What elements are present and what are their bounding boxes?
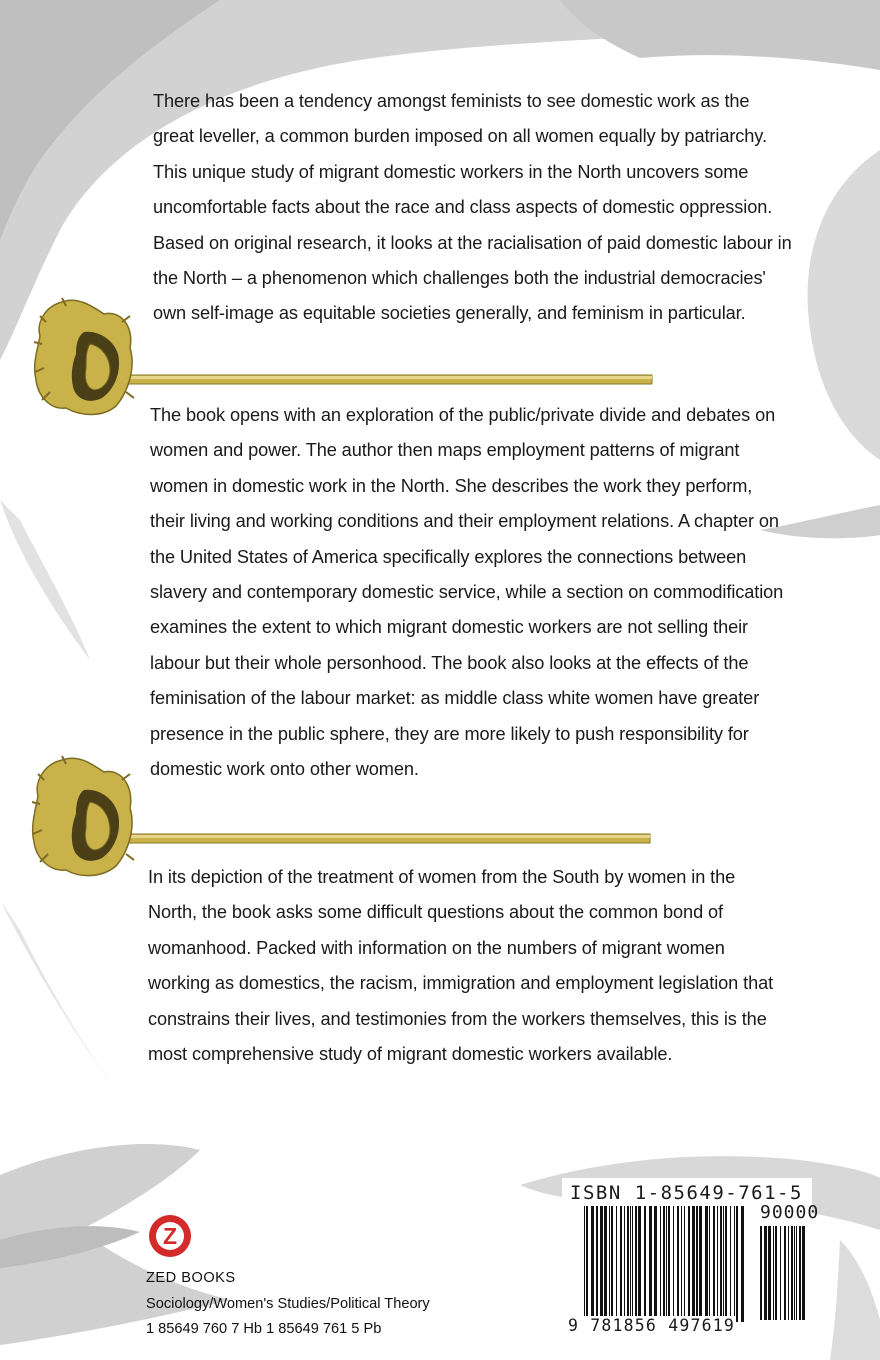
svg-text:Z: Z [162, 1223, 178, 1249]
barcode-bar [768, 1226, 771, 1320]
blurb-paragraph-3: In its depiction of the treatment of women from the South by women in the North, the book asks some difficult questions about the common bond of womanhood. Packed with information on the numbers of migrant women working as domestics, the racism, immigration and employment legislation that constrains their lives, and testimonies from the workers themselves, this is the most comprehensive study of migrant domestic workers available. [148, 867, 774, 1065]
barcode-bar [720, 1206, 722, 1322]
barcode-bar [677, 1206, 679, 1322]
barcode-bar [802, 1226, 805, 1320]
barcode-bar [586, 1206, 588, 1322]
price-code: 90000 [760, 1202, 820, 1223]
publisher-name: ZED BOOKS [146, 1270, 236, 1286]
barcode-bar [784, 1226, 786, 1320]
barcode-bar [630, 1206, 631, 1322]
ean-digits: 9 781856 497619 [568, 1316, 736, 1335]
barcode-bar [773, 1226, 774, 1320]
barcode-bar [681, 1206, 682, 1322]
barcode-bar [696, 1206, 698, 1322]
barcode-bar [794, 1226, 795, 1320]
barcode-bar [788, 1226, 789, 1320]
barcode-bar [717, 1206, 718, 1322]
barcode-bar [713, 1206, 715, 1322]
barcode-bar [780, 1226, 781, 1320]
barcode-bar [620, 1206, 622, 1322]
barcode-bar [799, 1226, 801, 1320]
zed-books-logo [148, 1214, 192, 1258]
barcode-bar [663, 1206, 665, 1322]
ean-barcode-bars [584, 1206, 744, 1322]
barcode-bar [632, 1206, 633, 1322]
barcode-bar [584, 1206, 585, 1322]
barcode-bar [660, 1206, 661, 1322]
barcode-bar [741, 1206, 744, 1322]
barcode-bar [705, 1206, 708, 1322]
barcode-bar [764, 1226, 767, 1320]
barcode-bar [649, 1206, 652, 1322]
barcode-bar [730, 1206, 731, 1322]
barcode-bar [775, 1226, 777, 1320]
barcode-bar [723, 1206, 724, 1322]
blurb-paragraph-1: There has been a tendency amongst feminists to see domestic work as the great leveller, a common burden imposed on all women equally by patriarchy. This unique study of migrant domestic workers in the North uncovers some uncomfortable facts about the race and class aspects of domestic oppression. Based on original research, it looks at the racialisation of paid domestic labour in the North – a phenomenon which challenges both the industrial democracies' own self-image as equitable societies generally, and feminism in particular. [153, 91, 792, 324]
barcode-bar [668, 1206, 670, 1322]
barcode-bar [591, 1206, 594, 1322]
barcode-bar [736, 1206, 738, 1322]
barcode-bar [796, 1226, 797, 1320]
barcode-bar [609, 1206, 610, 1322]
barcode-bar [596, 1206, 598, 1322]
barcode-panel [562, 1178, 820, 1338]
barcode-bar [725, 1206, 727, 1322]
barcode-bar [709, 1206, 710, 1322]
barcode-bar [654, 1206, 657, 1322]
barcode-bar [734, 1206, 735, 1322]
barcode-bar [688, 1206, 690, 1322]
barcode-bar [791, 1226, 793, 1320]
barcode-bar [627, 1206, 629, 1322]
barcode-bar [684, 1206, 685, 1322]
barcode-bar [616, 1206, 617, 1322]
barcode-bar [635, 1206, 637, 1322]
barcode-bar [638, 1206, 641, 1322]
price-addon-bars [760, 1226, 805, 1320]
subject-category: Sociology/Women's Studies/Political Theory [146, 1296, 430, 1312]
barcode-bar [624, 1206, 625, 1322]
isbn-list: 1 85649 760 7 Hb 1 85649 761 5 Pb [146, 1321, 382, 1337]
barcode-bar [666, 1206, 667, 1322]
barcode-bar [699, 1206, 702, 1322]
barcode-bar [611, 1206, 613, 1322]
barcode-bar [692, 1206, 695, 1322]
barcode-bar [604, 1206, 607, 1322]
isbn-label: ISBN 1-85649-761-5 [570, 1182, 803, 1204]
barcode-bar [600, 1206, 603, 1322]
barcode-bar [644, 1206, 646, 1322]
barcode-bar [760, 1226, 762, 1320]
barcode-bar [673, 1206, 674, 1322]
blurb-paragraph-2: The book opens with an exploration of the public/private divide and debates on women and power. The author then maps employment patterns of migrant women in domestic work in the North. She describes the work they perform, their living and working conditions and their employment relations. A chapter on the United States of America specifically explores the connections between slavery and contemporary domestic service, while a section on commodification examines the extent to which migrant domestic workers are not selling their labour but their whole personhood. The book also looks at the effects of the feminisation of the labour market: as middle class white women have greater presence in the public sphere, they are more likely to push responsibility for domestic work onto other women. [150, 405, 784, 780]
